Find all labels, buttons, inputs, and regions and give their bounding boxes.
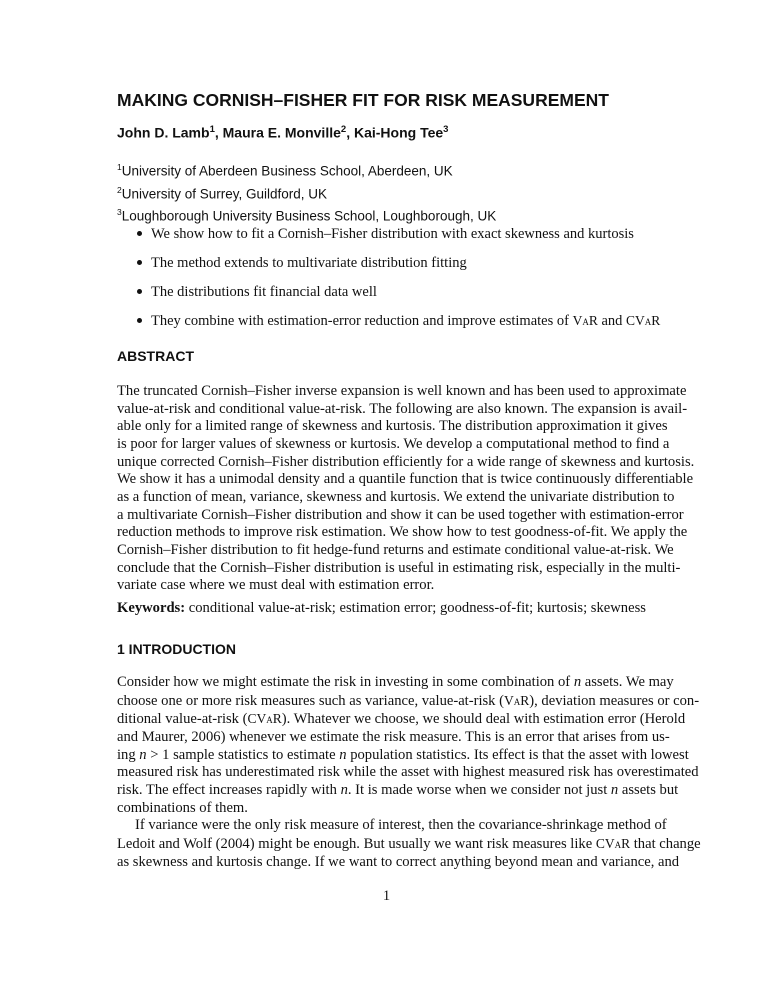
small-caps-term: VaR [572,313,598,328]
math-variable: n [139,746,147,763]
affiliation-marker: 1 [209,124,215,135]
affiliation-marker: 3 [443,124,449,135]
math-variable: n [573,674,582,690]
small-caps-term: CVaR [595,835,631,851]
text-run: and [597,313,627,329]
author-name: Maura E. Monville [222,124,341,141]
text-run: is poor for larger values of skewness or kurtosis. We develop a computational method to find a [117,435,670,452]
text-line [117,853,680,872]
text-line [117,674,674,692]
affiliation [117,181,496,204]
text-run: as skewness and kurtosis change. If we want to correct anything beyond mean and variance, and [117,853,680,870]
text-run: as a function of mean, variance, skewness and kurtosis. We extend the univariate distribution to [117,488,675,505]
text-line [117,418,668,436]
small-caps-term: VaR [504,692,530,708]
text-run: They combine with estimation-error reduction and improve estimates of [151,313,573,329]
author-name: Kai-Hong Tee [353,124,444,141]
text-line [117,400,688,419]
affiliation-text: University of Surrey, Guildford, UK [121,186,328,201]
text-line [117,710,686,729]
text-run: The method extends to multivariate distribution fitting [151,255,467,271]
abstract-heading: ABSTRACT [117,348,194,364]
text-line [117,728,670,747]
highlight-item [137,226,660,255]
text-line [117,435,670,454]
text-line [117,692,700,711]
text-run: population statistics. Its effect is that the asset with lowest [346,746,689,763]
text-run: The truncated Cornish–Fisher inverse expansion is well known and has been used to approximate [117,383,687,399]
text-run: risk. The effect increases rapidly with [117,781,341,798]
text-run: unique corrected Cornish–Fisher distribution efficiently for a wide range of skewness and kurtosis. [117,453,695,470]
text-run: . It is made worse when we consider not just [347,781,611,798]
affiliation-number: 2 [117,184,122,195]
text-run: ing [117,746,140,763]
text-run: value-at-risk and conditional value-at-risk. The following are also known. The expansion is avail- [117,400,688,417]
text-run: If variance were the only risk measure of interest, then the covariance-shrinkage method of [135,817,667,834]
math-variable: n [610,781,619,798]
text-run: Cornish–Fisher distribution to fit hedge-fund returns and estimate conditional value-at-risk. We [117,541,674,558]
highlights-list [137,226,660,342]
text-line [117,577,655,595]
introduction-heading: 1 INTRODUCTION [117,641,236,657]
text-run: variate case where we must deal with estimation error. [117,577,435,594]
text-run: assets but [618,781,679,798]
text-run: a multivariate Cornish–Fisher distribution and show it can be used together with estimation-error [117,506,684,523]
keywords [117,600,646,617]
text-line [117,764,699,782]
text-line [117,800,655,818]
text-run: conclude that the Cornish–Fisher distribution is useful in estimating risk, especially in the multi- [117,559,681,576]
text-run: and Maurer, 2006) whenever we estimate the risk measure. This is an error that arises from us- [117,728,670,745]
bullet-icon [137,260,142,265]
affiliation-list [117,158,496,226]
text-run: choose one or more risk measures such as variance, value-at-risk ( [117,692,504,709]
introduction-body [117,674,701,871]
page-number: 1 [382,888,391,904]
text-line [117,746,689,765]
keywords-label: Keywords: [117,600,186,616]
affiliation-text: University of Aberdeen Business School, Aberdeen, UK [121,163,453,179]
text-line [117,383,687,401]
text-run: ), deviation measures or con- [529,692,700,709]
text-line [117,453,695,472]
text-line [117,541,674,560]
text-run: ). Whatever we choose, we should deal with estimation error (Herold [281,711,686,728]
text-run: that change [630,835,701,852]
abstract-body [117,383,695,595]
text-run: ditional value-at-risk ( [117,711,248,728]
text-run: Ledoit and Wolf (2004) might be enough. But usually we want risk measures like [117,835,596,852]
bullet-icon [137,289,142,294]
text-run: We show it has a unimodal density and a quantile function that is twice continuously differentiable [117,471,694,488]
paper-title: MAKING CORNISH–FISHER FIT FOR RISK MEASUREMENT [117,90,609,110]
text-line [117,781,679,800]
text-line [117,559,681,578]
affiliation [117,158,496,181]
math-variable: n [339,746,347,763]
affiliation-marker: 2 [340,124,347,135]
small-caps-term: CVaR [247,711,282,727]
keywords-text: conditional value-at-risk; estimation error; goodness-of-fit; kurtosis; skewness [185,600,646,616]
text-run: reduction methods to improve risk estimation. We show how to test goodness-of-fit. We apply the [117,524,688,541]
highlight-item [137,255,660,284]
author-name: John D. Lamb [117,124,210,141]
text-run: > 1 sample statistics to estimate [146,746,340,763]
affiliation-number: 1 [117,162,122,172]
highlight-item [137,313,660,342]
affiliation-number: 3 [117,207,122,217]
text-run: Consider how we might estimate the risk in investing in some combination of [117,674,574,690]
text-line [117,835,701,854]
highlight-item [137,284,660,313]
math-variable: n [340,781,348,798]
text-run: The distributions fit financial data well [151,284,377,300]
text-run: We show how to fit a Cornish–Fisher distribution with exact skewness and kurtosis [151,226,634,242]
bullet-icon [137,231,142,236]
affiliation [117,203,496,226]
text-line [117,471,694,489]
affiliation-text: Loughborough University Business School, Loughborough, UK [121,208,497,224]
text-run: able only for a limited range of skewness and kurtosis. The distribution approximation it gives [117,418,668,435]
text-line [117,524,688,542]
text-run: measured risk has underestimated risk while the asset with highest measured risk has overestimated [117,764,699,781]
bullet-icon [137,318,142,323]
text-line [117,817,667,835]
text-line [117,506,684,525]
text-run: assets. We may [581,674,674,690]
small-caps-term: CVaR [626,313,661,328]
text-line [117,488,675,507]
text-run: combinations of them. [117,799,248,816]
author-list: John D. Lamb$^1$, Maura E. Monville$^2$, Kai-Hong Tee$^3$ [117,124,449,141]
